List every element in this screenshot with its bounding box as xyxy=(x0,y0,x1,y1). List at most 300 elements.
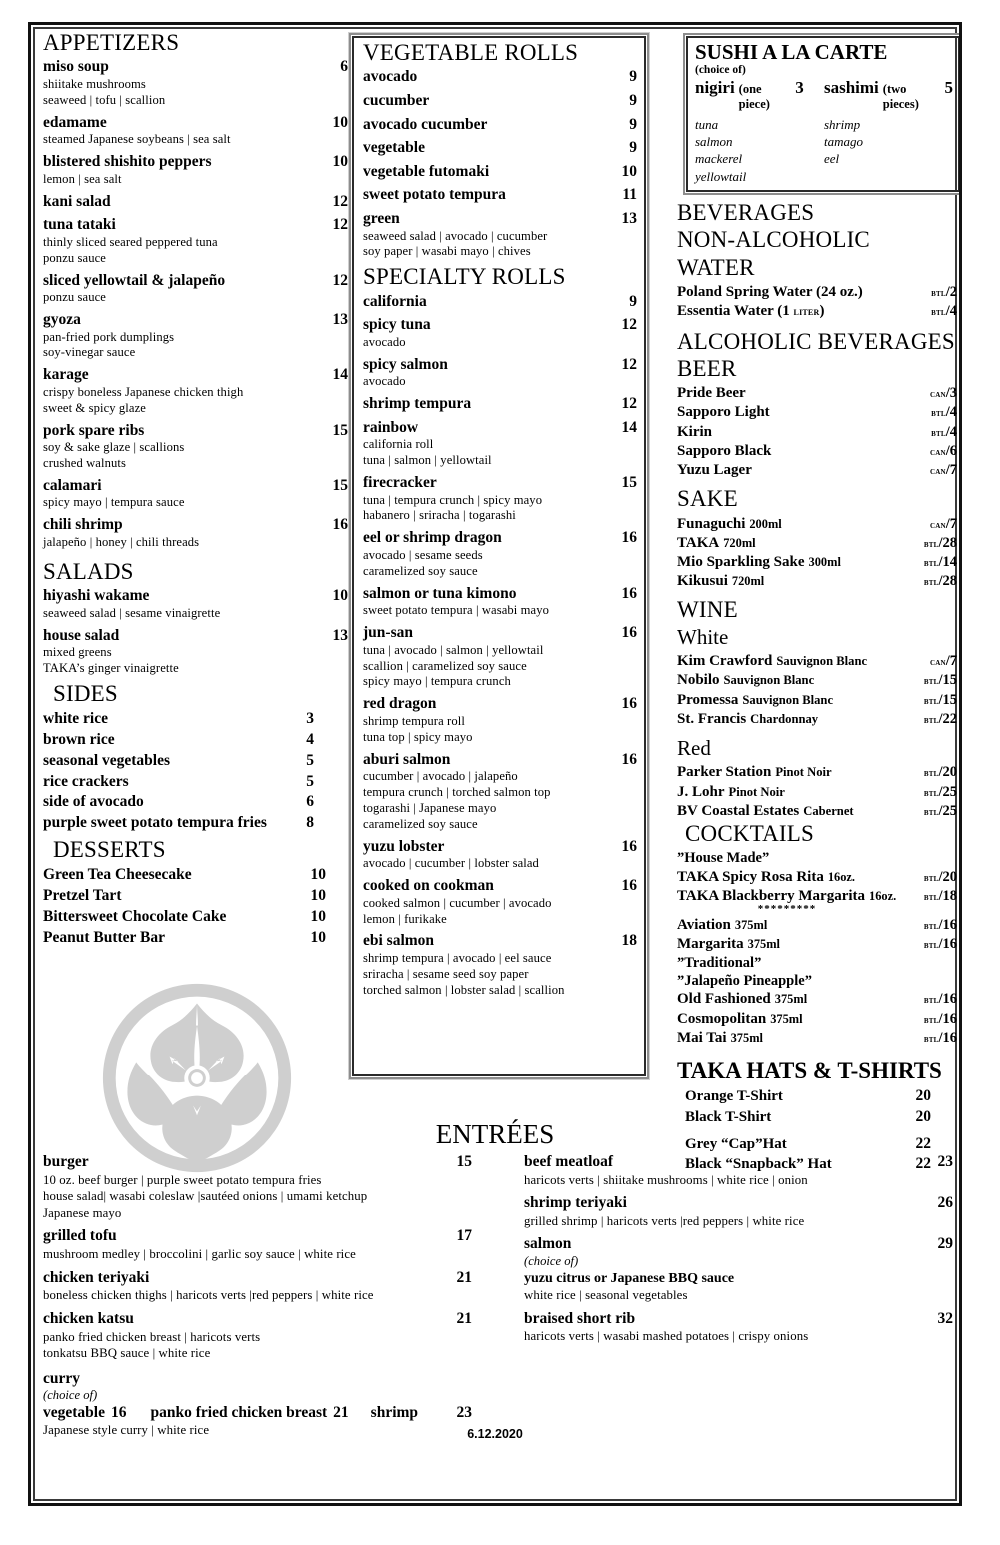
item-desc: house salad| wasabi coleslaw |sautéed onions | umami ketchup xyxy=(43,1189,368,1204)
item-price: 12 xyxy=(621,355,637,373)
item-price: 10 xyxy=(332,113,348,131)
beverage-name: Sapporo Light xyxy=(677,404,770,421)
item-desc: soy paper | wasabi mayo | chives xyxy=(363,244,531,259)
item-desc: grilled shrimp | haricots verts |red peppers | white rice xyxy=(524,1213,805,1228)
menu-item xyxy=(43,1227,472,1262)
beverage-name: Kikusui xyxy=(677,573,728,590)
item-price: 5 xyxy=(306,751,314,769)
beverage-name: Old Fashioned xyxy=(677,991,771,1008)
item-desc: pan-fried pork dumplings xyxy=(43,329,175,344)
wine-heading: WINE xyxy=(677,597,738,623)
item-desc: 10 oz. beef burger | purple sweet potato tempura fries xyxy=(43,1172,322,1187)
item-price: 4 xyxy=(306,731,314,749)
beverage-varietal: Chardonnay xyxy=(750,711,819,726)
menu-item xyxy=(363,163,637,182)
menu-item xyxy=(363,695,637,745)
item-name: california xyxy=(363,292,427,310)
item-name: Grey “Cap”Hat xyxy=(685,1135,787,1152)
entrees-right-column xyxy=(498,1153,953,1445)
beverage-name: Yuzu Lager xyxy=(677,462,752,479)
nigiri-price: 3 xyxy=(795,77,804,97)
item-price: 23 xyxy=(937,1153,953,1170)
beverage-item xyxy=(677,515,957,534)
item-name: purple sweet potato tempura fries xyxy=(43,814,267,832)
beverage-item xyxy=(677,534,957,553)
item-price: 22 xyxy=(915,1134,931,1152)
menu-item xyxy=(43,1153,472,1221)
sashimi-label: sashimi xyxy=(823,77,879,97)
item-desc: habanero | sriracha | togarashi xyxy=(363,508,516,523)
menu-page xyxy=(28,22,962,1506)
item-price: 29 xyxy=(937,1235,953,1253)
beverage-name: Margarita xyxy=(677,936,744,952)
item-desc: tuna | avocado | salmon | yellowtail xyxy=(363,642,544,657)
item-price: 10 xyxy=(621,162,637,180)
curry-options xyxy=(43,1404,472,1422)
fish-item: mackerel xyxy=(695,151,743,167)
beverage-name: Funaguchi xyxy=(677,515,746,532)
menu-item xyxy=(43,58,348,108)
sake-heading: SAKE xyxy=(677,486,738,512)
item-name: spicy tuna xyxy=(363,316,431,334)
item-name: vegetable xyxy=(363,139,425,157)
item-name: shrimp tempura xyxy=(363,395,472,413)
item-name: curry xyxy=(43,1369,81,1387)
item-name: miso soup xyxy=(43,58,109,76)
menu-item xyxy=(524,1153,953,1188)
item-desc: avocado | cucumber | lobster salad xyxy=(363,856,539,871)
margarita-note: ”Traditional” xyxy=(677,955,762,972)
vegetable-rolls-heading: VEGETABLE ROLLS xyxy=(363,40,579,65)
item-name: burger xyxy=(43,1153,89,1170)
item-name: white rice xyxy=(43,710,108,728)
item-price: 5 xyxy=(306,772,314,790)
item-price: 13 xyxy=(332,626,348,644)
item-price: 12 xyxy=(332,192,348,210)
item-price: 16 xyxy=(621,584,637,602)
menu-item xyxy=(363,838,637,872)
white-wine-list xyxy=(677,652,957,729)
beverage-volume: 375ml xyxy=(734,917,768,932)
menu-item xyxy=(363,474,637,524)
item-price: 21 xyxy=(456,1268,472,1286)
beverage-varietal: Sauvignon Blanc xyxy=(742,692,834,707)
item-price: 16 xyxy=(621,837,637,855)
item-desc: tuna | salmon | yellowtail xyxy=(363,453,492,468)
beverage-price: btl/25 xyxy=(923,783,957,800)
sashimi-price: 5 xyxy=(944,77,953,97)
item-name: grilled tofu xyxy=(43,1227,117,1245)
item-price: 16 xyxy=(621,695,637,713)
item-desc: soy & sake glaze | scallions xyxy=(43,440,185,455)
item-desc: panko fried chicken breast | haricots verts xyxy=(43,1329,261,1344)
item-desc: california roll xyxy=(363,437,434,452)
item-price: 18 xyxy=(621,932,637,950)
item-name: chicken katsu xyxy=(43,1309,134,1327)
menu-item xyxy=(363,529,637,579)
menu-item xyxy=(43,311,348,361)
menu-item xyxy=(43,587,348,621)
menu-item xyxy=(524,1310,953,1345)
beverage-varietal: Sauvignon Blanc xyxy=(723,673,815,688)
beverage-item xyxy=(677,403,957,422)
beverage-price: btl/20 xyxy=(923,764,957,781)
item-desc: spicy mayo | tempura crunch xyxy=(363,674,511,689)
menu-item xyxy=(363,419,637,469)
beverage-item xyxy=(677,990,957,1009)
beverage-item xyxy=(677,283,957,302)
menu-item xyxy=(363,139,637,158)
curry-choice-of: (choice of) xyxy=(43,1388,98,1403)
beverage-name: TAKA Spicy Rosa Rita xyxy=(677,868,824,885)
item-price: 10 xyxy=(310,866,326,884)
merch-item xyxy=(685,1086,957,1107)
menu-item xyxy=(363,68,637,87)
curry-option-label: shrimp xyxy=(370,1404,419,1422)
item-desc: tuna | tempura crunch | spicy mayo xyxy=(363,492,543,507)
merch-heading: TAKA HATS & T-SHIRTS xyxy=(677,1058,942,1083)
item-desc: spicy mayo | tempura sauce xyxy=(43,495,185,510)
item-price: 17 xyxy=(456,1227,472,1245)
item-price: 12 xyxy=(621,316,637,334)
item-name: green xyxy=(363,209,400,227)
item-name: Pretzel Tart xyxy=(43,887,122,905)
item-desc: mushroom medley | broccolini | garlic soy sauce | white rice xyxy=(43,1247,356,1262)
item-desc: avocado xyxy=(363,374,406,389)
item-name: jun-san xyxy=(363,624,413,642)
beverage-item xyxy=(677,1029,957,1048)
item-desc: crispy boneless Japanese chicken thigh xyxy=(43,384,244,399)
fish-item: salmon xyxy=(695,134,733,150)
salmon-sauce-options: yuzu citrus or Japanese BBQ sauce xyxy=(524,1270,735,1286)
beverage-volume: 375ml xyxy=(730,1030,763,1045)
cocktails-list xyxy=(677,849,957,1048)
item-price: 16 xyxy=(332,516,348,534)
beverage-name: Promessa xyxy=(677,691,739,708)
item-name: Green Tea Cheesecake xyxy=(43,866,192,884)
item-price: 16 xyxy=(621,750,637,768)
beverage-price: btl/4 xyxy=(931,303,957,320)
menu-item xyxy=(363,877,637,927)
beverage-name: Nobilo xyxy=(677,672,720,689)
item-name: tuna tataki xyxy=(43,216,116,234)
item-desc: seaweed salad | sesame vinaigrette xyxy=(43,605,221,620)
item-price: 21 xyxy=(456,1309,472,1327)
item-desc: ponzu sauce xyxy=(43,290,106,305)
menu-item xyxy=(43,813,348,834)
item-desc: sweet & spicy glaze xyxy=(43,400,146,415)
beverage-price: btl/20 xyxy=(923,868,957,885)
item-price: 12 xyxy=(332,271,348,289)
sashimi-portion: (two pieces) xyxy=(882,81,919,111)
item-name: spicy salmon xyxy=(363,355,448,373)
beverage-price: can/7 xyxy=(929,462,957,479)
item-name: gyoza xyxy=(43,310,81,328)
entrees-heading: ENTRÉES xyxy=(435,1119,555,1149)
sake-list xyxy=(677,515,957,592)
item-price: 15 xyxy=(621,474,637,492)
specialty-rolls-heading: SPECIALTY ROLLS xyxy=(363,264,566,290)
item-price: 13 xyxy=(332,310,348,328)
item-name: chicken teriyaki xyxy=(43,1268,150,1286)
item-name: cooked on cookman xyxy=(363,877,494,895)
beverage-price: btl/16 xyxy=(923,936,957,952)
menu-item xyxy=(363,210,637,260)
item-name: blistered shishito peppers xyxy=(43,153,212,171)
item-name: sweet potato tempura xyxy=(363,186,506,204)
menu-item xyxy=(363,624,637,690)
beverage-price: can/7 xyxy=(929,515,957,532)
item-name: Black T-Shirt xyxy=(685,1108,772,1125)
item-price: 9 xyxy=(629,139,637,157)
beverage-item xyxy=(677,783,957,802)
item-price: 15 xyxy=(332,476,348,494)
beverage-volume: 16oz. xyxy=(827,869,856,884)
salads-list xyxy=(43,587,348,677)
menu-item xyxy=(363,585,637,619)
salmon-choice-of: (choice of) xyxy=(524,1254,579,1269)
item-price: 10 xyxy=(310,887,326,905)
beverage-item xyxy=(677,671,957,690)
beverage-varietal: Pinot Noir xyxy=(728,784,785,799)
beverage-price: btl/2 xyxy=(931,284,957,301)
item-name: brown rice xyxy=(43,731,115,749)
menu-item xyxy=(363,116,637,135)
beverage-item xyxy=(677,652,957,671)
beverage-price: btl/16 xyxy=(923,991,957,1008)
item-price: 20 xyxy=(915,1087,931,1104)
item-price: 9 xyxy=(629,292,637,310)
curry-option-label: vegetable xyxy=(43,1404,105,1422)
item-desc: seaweed | tofu | scallion xyxy=(43,92,166,107)
item-name: chili shrimp xyxy=(43,516,123,534)
fish-item: tuna xyxy=(695,116,719,132)
water-list xyxy=(677,283,957,321)
menu-item xyxy=(43,772,348,793)
nigiri-portion: (one piece) xyxy=(738,81,770,111)
beverage-item xyxy=(677,935,957,954)
item-name: red dragon xyxy=(363,695,437,713)
item-price: 12 xyxy=(332,216,348,234)
menu-item xyxy=(43,751,348,772)
menu-item xyxy=(363,395,637,414)
item-price: 8 xyxy=(306,814,314,832)
rolls-column xyxy=(349,33,649,1079)
menu-item xyxy=(363,356,637,390)
beverage-volume: 200ml xyxy=(749,516,782,531)
item-name: salmon or tuna kimono xyxy=(363,584,517,602)
red-wine-list xyxy=(677,763,957,821)
item-desc: soy-vinegar sauce xyxy=(43,345,136,360)
item-price: 9 xyxy=(629,115,637,133)
item-price: 11 xyxy=(622,186,637,204)
white-wine-heading: White xyxy=(677,624,729,649)
menu-item xyxy=(363,92,637,111)
menu-item xyxy=(43,627,348,677)
item-name: aburi salmon xyxy=(363,750,451,768)
item-desc: shiitake mushrooms xyxy=(43,76,146,91)
red-wine-heading: Red xyxy=(677,735,711,760)
item-price: 32 xyxy=(937,1309,953,1327)
curry-option-price: 16 xyxy=(110,1404,127,1422)
item-name: salmon xyxy=(524,1235,572,1253)
item-price: 15 xyxy=(332,421,348,439)
appetizers-list xyxy=(43,58,348,550)
beverages-column xyxy=(655,31,962,1175)
item-desc: steamed Japanese soybeans | sea salt xyxy=(43,132,231,147)
beverage-price: can/7 xyxy=(929,653,957,670)
beverage-volume: 720ml xyxy=(731,574,765,589)
water-heading: WATER xyxy=(677,254,755,280)
item-name: ebi salmon xyxy=(363,932,435,950)
fish-column-right xyxy=(824,116,953,185)
beverage-volume: 300ml xyxy=(808,554,841,569)
item-desc: sweet potato tempura | wasabi mayo xyxy=(363,603,550,618)
menu-item xyxy=(363,186,637,205)
item-desc: crushed walnuts xyxy=(43,456,126,471)
item-desc: avocado xyxy=(363,334,406,349)
salads-heading: SALADS xyxy=(43,558,134,584)
item-name: firecracker xyxy=(363,474,437,492)
fish-item: tamago xyxy=(824,134,863,150)
item-desc: jalapeño | honey | chili threads xyxy=(43,534,200,549)
beverage-name: Cosmopolitan xyxy=(677,1010,767,1027)
beverage-item xyxy=(677,572,957,591)
item-name: hiyashi wakame xyxy=(43,587,150,605)
beverage-price: btl/15 xyxy=(923,691,957,708)
beverage-item xyxy=(677,710,957,729)
beverage-price: btl/15 xyxy=(923,672,957,689)
item-price: 10 xyxy=(310,928,326,946)
item-desc: cooked salmon | cucumber | avocado xyxy=(363,895,552,910)
beverage-item xyxy=(677,302,957,321)
beverage-item xyxy=(677,691,957,710)
beverage-varietal: Cabernet xyxy=(803,803,854,818)
beverage-volume: 720ml xyxy=(723,535,756,550)
beverages-heading: BEVERAGES xyxy=(677,200,815,226)
item-price: 16 xyxy=(621,624,637,642)
beverage-price: btl/14 xyxy=(923,553,957,570)
item-desc: Japanese style curry | white rice xyxy=(43,1423,210,1438)
item-name: cucumber xyxy=(363,91,430,109)
menu-item xyxy=(43,865,348,886)
beverage-item xyxy=(677,553,957,572)
beverage-name: St. Francis xyxy=(677,710,747,727)
item-price: 10 xyxy=(332,587,348,605)
menu-item xyxy=(43,886,348,907)
fish-item: shrimp xyxy=(824,116,861,132)
item-name: karage xyxy=(43,366,89,384)
beverage-name: Poland Spring Water (24 oz.) xyxy=(677,284,863,301)
beverage-item xyxy=(677,423,957,442)
item-desc: haricots verts | wasabi mashed potatoes | crispy onions xyxy=(524,1329,809,1344)
sides-list xyxy=(43,709,348,834)
menu-item-salmon xyxy=(524,1235,953,1303)
item-name: Bittersweet Chocolate Cake xyxy=(43,907,227,925)
item-name: Orange T-Shirt xyxy=(685,1088,783,1104)
menu-item xyxy=(43,1269,472,1304)
item-name: avocado xyxy=(363,68,418,86)
item-price: 15 xyxy=(456,1153,472,1170)
item-desc: TAKA’s ginger vinaigrette xyxy=(43,661,179,676)
menu-item xyxy=(43,477,348,511)
item-name: rice crackers xyxy=(43,772,129,790)
beverage-price: btl/22 xyxy=(923,710,957,727)
menu-item xyxy=(43,114,348,148)
menu-item xyxy=(363,293,637,312)
cocktails-heading: COCKTAILS xyxy=(685,821,815,847)
beer-heading: BEER xyxy=(677,355,737,381)
item-name: Black “Snapback” Hat xyxy=(685,1156,832,1173)
item-price: 3 xyxy=(306,710,314,728)
menu-date: 6.12.2020 xyxy=(467,1427,523,1441)
menu-item xyxy=(524,1194,953,1229)
desserts-list xyxy=(43,865,348,948)
beverage-price: can/6 xyxy=(929,442,957,459)
item-desc: tuna top | spicy mayo xyxy=(363,729,473,744)
curry-option-price: 21 xyxy=(333,1404,349,1422)
item-desc: torched salmon | lobster salad | scallion xyxy=(363,982,565,997)
item-name: side of avocado xyxy=(43,793,144,811)
vegetable-rolls-list xyxy=(363,68,637,260)
item-desc: lemon | sea salt xyxy=(43,171,122,186)
item-desc: shrimp tempura roll xyxy=(363,713,465,728)
beverage-name: TAKA Blackberry Margarita xyxy=(677,887,866,904)
item-desc: Japanese mayo xyxy=(43,1205,122,1220)
item-price: 6 xyxy=(340,58,348,76)
beverage-name: Aviation xyxy=(677,916,731,933)
specialty-rolls-list xyxy=(363,293,637,999)
menu-item xyxy=(43,216,348,266)
beverage-price: btl/25 xyxy=(923,802,957,819)
item-desc: avocado | sesame seeds xyxy=(363,547,483,562)
beverage-item xyxy=(677,1010,957,1029)
beverage-price: btl/16 xyxy=(923,1010,957,1027)
beverage-name: Essentia Water (1 liter) xyxy=(677,303,825,320)
menu-item xyxy=(43,709,348,730)
item-name: vegetable futomaki xyxy=(363,162,490,180)
beverage-price: btl/18 xyxy=(923,887,957,904)
beverage-name: Pride Beer xyxy=(677,385,746,402)
item-desc: white rice | seasonal vegetables xyxy=(524,1288,688,1303)
beverage-name: Sapporo Black xyxy=(677,442,772,459)
item-name: calamari xyxy=(43,476,102,494)
item-price: 9 xyxy=(629,91,637,109)
beverage-item xyxy=(677,442,957,461)
menu-item xyxy=(43,153,348,187)
item-name: sliced yellowtail & jalapeño xyxy=(43,271,226,289)
beer-list xyxy=(677,384,957,480)
menu-item xyxy=(43,730,348,751)
beverage-price: can/3 xyxy=(929,385,957,402)
sushi-price-line xyxy=(695,78,953,112)
item-price: 13 xyxy=(621,209,637,227)
alcoholic-heading: ALCOHOLIC BEVERAGES xyxy=(677,328,955,354)
item-price: 14 xyxy=(332,366,348,384)
item-name: beef meatloaf xyxy=(524,1153,614,1170)
item-desc: caramelized soy sauce xyxy=(363,563,478,578)
asterisk-separator: ********* xyxy=(757,902,817,915)
beverage-name: BV Coastal Estates xyxy=(677,802,800,819)
beverage-item xyxy=(677,887,957,906)
beverage-volume: 375ml xyxy=(747,937,780,951)
item-name: avocado cucumber xyxy=(363,115,488,133)
item-desc: cucumber | avocado | jalapeño xyxy=(363,769,518,784)
item-name: yuzu lobster xyxy=(363,837,445,855)
house-made-label: ”House Made” xyxy=(677,850,770,867)
fish-column-left xyxy=(695,116,824,185)
beverage-volume: 375ml xyxy=(774,992,808,1007)
